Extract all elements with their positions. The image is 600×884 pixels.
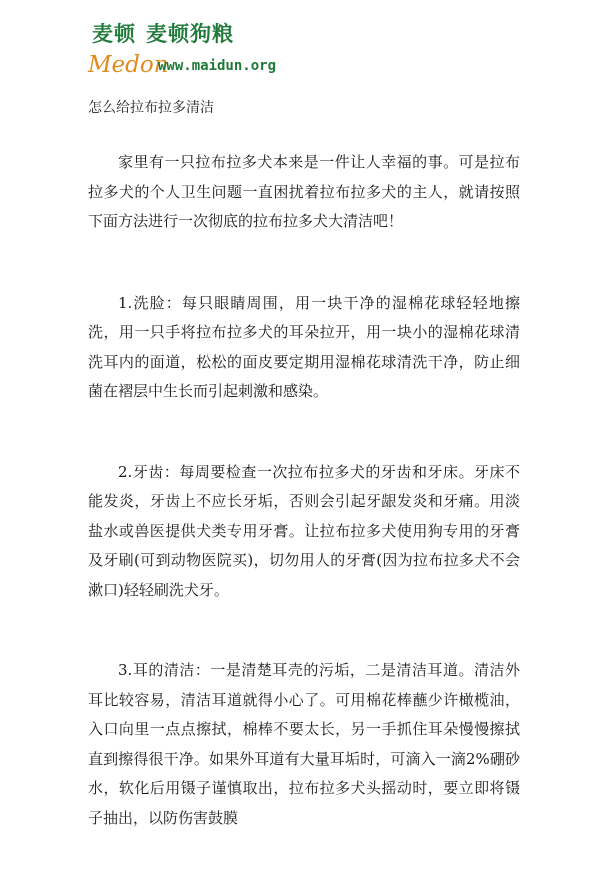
logo-url: www.maidun.org: [158, 58, 277, 74]
logo: [88, 12, 348, 92]
paragraph-teeth: 2.牙齿：每周要检查一次拉布拉多犬的牙齿和牙床。牙床不能发炎，牙齿上不应长牙垢，否则会引起牙龈发炎和牙痛。用淡盐水或兽医提供犬类专用牙膏。让拉布拉多犬使用狗专用的牙膏及牙刷(可到动物医院买)，切勿用人的牙膏(因为拉布拉多犬不会漱口)轻轻刷洗犬牙。: [88, 462, 520, 599]
logo-english: Medon: [88, 52, 169, 78]
logo-chinese: [92, 18, 234, 48]
paragraph-face-washing: 1.洗脸：每只眼睛周围，用一块干净的湿棉花球轻轻地擦洗，用一只手将拉布拉多犬的耳朵拉开，用一块小的湿棉花球清洗耳内的面道，松松的面皮要定期用湿棉花球清洗干净，防止细菌在褶层中生长而引起刺激和感染。: [88, 293, 520, 400]
paragraph-ear-cleaning: 3.耳的清洁：一是清楚耳壳的污垢，二是清洁耳道。清洁外耳比较容易，清洁耳道就得小心了。可用棉花棒蘸少许橄榄油，入口向里一点点擦拭，棉棒不要太长，另一手抓住耳朵慢慢擦拭直到擦得很干净。如果外耳道有大量耳垢时，可滴入一滴2%硼砂水，软化后用镊子谨慎取出，拉布拉多犬头摇动时，要立即将镊子抽出，以防伤害鼓膜: [88, 661, 520, 827]
paragraph-intro: 家里有一只拉布拉多犬本来是一件让人幸福的事。可是拉布拉多犬的个人卫生问题一直困扰着拉布拉多犬的主人，就请按照下面方法进行一次彻底的拉布拉多犬大清洁吧！: [88, 153, 520, 230]
document-title: 怎么给拉布拉多清洁: [88, 100, 214, 116]
logo-brand-short: 麦顿: [92, 22, 136, 46]
logo-brand-full: 麦顿狗粮: [146, 22, 234, 46]
document-body: [88, 148, 520, 884]
